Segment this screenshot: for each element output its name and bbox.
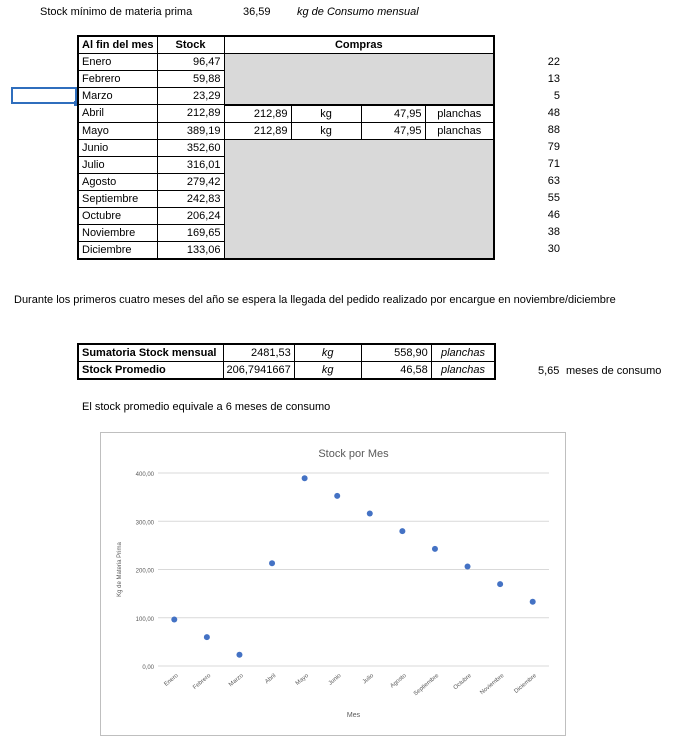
table-row	[78, 207, 494, 224]
data-point	[399, 528, 405, 534]
right-value: 22	[547, 56, 560, 68]
compra-kg-unit[interactable]: kg	[291, 122, 361, 139]
sum-value: 2481,53	[223, 344, 294, 362]
month-cell[interactable]: Mayo	[78, 122, 157, 139]
stock-cell[interactable]: 59,88	[157, 71, 224, 88]
table-row	[78, 88, 494, 105]
stock-cell[interactable]: 352,60	[157, 139, 224, 156]
stock-cell[interactable]: 206,24	[157, 207, 224, 224]
y-tick-label: 0,00	[142, 665, 154, 671]
y-tick-label: 400,00	[135, 472, 154, 478]
compra-kg-unit[interactable]: kg	[291, 105, 361, 123]
x-tick-label: Agosto	[389, 672, 408, 690]
month-cell[interactable]: Agosto	[78, 173, 157, 190]
right-value: 55	[547, 192, 560, 204]
sum-value2: 558,90	[361, 344, 431, 362]
sum-unit: kg	[294, 344, 361, 362]
compras-empty-cell[interactable]	[224, 190, 494, 207]
stock-cell[interactable]: 23,29	[157, 88, 224, 105]
right-values-column	[500, 54, 560, 258]
x-axis-label: Mes	[346, 712, 361, 719]
chart-title: Stock por Mes	[318, 448, 389, 460]
arrival-note: Durante los primeros cuatro meses del año se espera la llegada del pedido realizado por encargue en noviembre/diciembre	[14, 294, 616, 306]
right-value: 30	[547, 243, 560, 255]
stock-cell[interactable]: 242,83	[157, 190, 224, 207]
right-value: 79	[547, 141, 560, 153]
min-stock-unit: kg de Consumo mensual	[297, 6, 419, 18]
month-cell[interactable]: Abril	[78, 105, 157, 123]
months-value: 5,65	[538, 365, 560, 377]
compras-empty-cell[interactable]	[224, 224, 494, 241]
stock-equivalence-note: El stock promedio equivale a 6 meses de consumo	[82, 401, 331, 413]
stock-cell[interactable]: 96,47	[157, 54, 224, 71]
table-row	[78, 173, 494, 190]
compra-planchas-value[interactable]: 47,95	[361, 122, 425, 139]
month-cell[interactable]: Junio	[78, 139, 157, 156]
right-value: 63	[547, 175, 560, 187]
y-tick-label: 300,00	[135, 520, 154, 527]
data-point	[302, 475, 308, 481]
compra-planchas-value[interactable]: 47,95	[361, 105, 425, 123]
sum-unit2: planchas	[431, 344, 495, 362]
y-tick-label: 200,00	[135, 568, 154, 575]
summary-table	[77, 343, 496, 380]
data-point	[367, 511, 373, 517]
selected-cell[interactable]	[11, 87, 77, 104]
stock-table	[77, 35, 495, 260]
data-point	[530, 599, 536, 605]
compra-kg-value[interactable]: 212,89	[224, 105, 291, 123]
table-row	[78, 71, 494, 88]
x-tick-label: Junio	[327, 672, 343, 687]
compras-empty-cell[interactable]	[224, 139, 494, 156]
x-tick-label: Julio	[361, 672, 376, 686]
month-cell[interactable]: Enero	[78, 54, 157, 71]
avg-unit: kg	[294, 362, 361, 380]
avg-label: Stock Promedio	[78, 362, 223, 380]
data-point	[334, 493, 340, 499]
table-row	[78, 224, 494, 241]
x-tick-label: Diciembre	[513, 672, 538, 695]
data-point	[269, 560, 275, 566]
right-value: 88	[547, 124, 560, 136]
month-cell[interactable]: Marzo	[78, 88, 157, 105]
table-row	[78, 122, 494, 139]
compras-empty-cell[interactable]	[224, 173, 494, 190]
stock-cell[interactable]: 389,19	[157, 122, 224, 139]
table-row	[78, 54, 494, 71]
header-compras: Compras	[224, 36, 494, 54]
month-cell[interactable]: Febrero	[78, 71, 157, 88]
min-stock-label: Stock mínimo de materia prima	[40, 6, 193, 18]
stock-cell[interactable]: 169,65	[157, 224, 224, 241]
table-row	[78, 105, 494, 123]
x-tick-label: Abril	[264, 672, 278, 686]
header-stock: Stock	[157, 36, 224, 54]
min-stock-value: 36,59	[243, 6, 271, 18]
right-value: 5	[553, 90, 560, 102]
x-tick-label: Noviembre	[479, 672, 506, 697]
data-point	[497, 581, 503, 587]
compras-empty-cell[interactable]	[224, 54, 494, 71]
x-tick-label: Marzo	[228, 672, 245, 689]
stock-cell[interactable]: 279,42	[157, 173, 224, 190]
compra-planchas-unit[interactable]: planchas	[425, 105, 494, 123]
data-point	[171, 616, 177, 622]
avg-value: 206,7941667	[223, 362, 294, 380]
data-point	[236, 652, 242, 658]
compras-empty-cell[interactable]	[224, 241, 494, 259]
month-cell[interactable]: Diciembre	[78, 241, 157, 259]
compras-empty-cell[interactable]	[224, 88, 494, 105]
stock-chart[interactable]	[100, 432, 566, 736]
compras-empty-cell[interactable]	[224, 156, 494, 173]
compras-empty-cell[interactable]	[224, 71, 494, 88]
compra-planchas-unit[interactable]: planchas	[425, 122, 494, 139]
compra-kg-value[interactable]: 212,89	[224, 122, 291, 139]
sum-label: Sumatoria Stock mensual	[78, 344, 223, 362]
avg-value2: 46,58	[361, 362, 431, 380]
table-row	[78, 241, 494, 259]
stock-cell[interactable]: 133,06	[157, 241, 224, 259]
month-cell[interactable]: Octubre	[78, 207, 157, 224]
table-row	[78, 190, 494, 207]
table-row	[78, 156, 494, 173]
x-tick-label: Enero	[163, 672, 180, 688]
compras-empty-cell[interactable]	[224, 207, 494, 224]
month-cell[interactable]: Septiembre	[78, 190, 157, 207]
months-label: meses de consumo	[566, 365, 662, 377]
stock-cell[interactable]: 212,89	[157, 105, 224, 123]
avg-unit2: planchas	[431, 362, 495, 380]
right-value: 46	[547, 209, 560, 221]
month-cell[interactable]: Noviembre	[78, 224, 157, 241]
x-tick-label: Febrero	[192, 672, 213, 692]
header-month: Al fin del mes	[78, 36, 157, 54]
right-value: 38	[547, 226, 560, 238]
chart-canvas	[101, 433, 565, 735]
data-point	[432, 546, 438, 552]
right-value: 48	[547, 107, 560, 119]
x-tick-label: Septiembre	[412, 672, 441, 698]
data-point	[465, 563, 471, 569]
stock-cell[interactable]: 316,01	[157, 156, 224, 173]
y-axis-label: Kg de Materia Prima	[117, 542, 123, 597]
y-tick-label: 100,00	[135, 616, 154, 623]
x-tick-label: Mayo	[294, 672, 310, 687]
right-value: 13	[547, 73, 560, 85]
month-cell[interactable]: Julio	[78, 156, 157, 173]
data-point	[204, 634, 210, 640]
table-row	[78, 139, 494, 156]
x-tick-label: Octubre	[452, 672, 473, 692]
right-value: 71	[547, 158, 560, 170]
